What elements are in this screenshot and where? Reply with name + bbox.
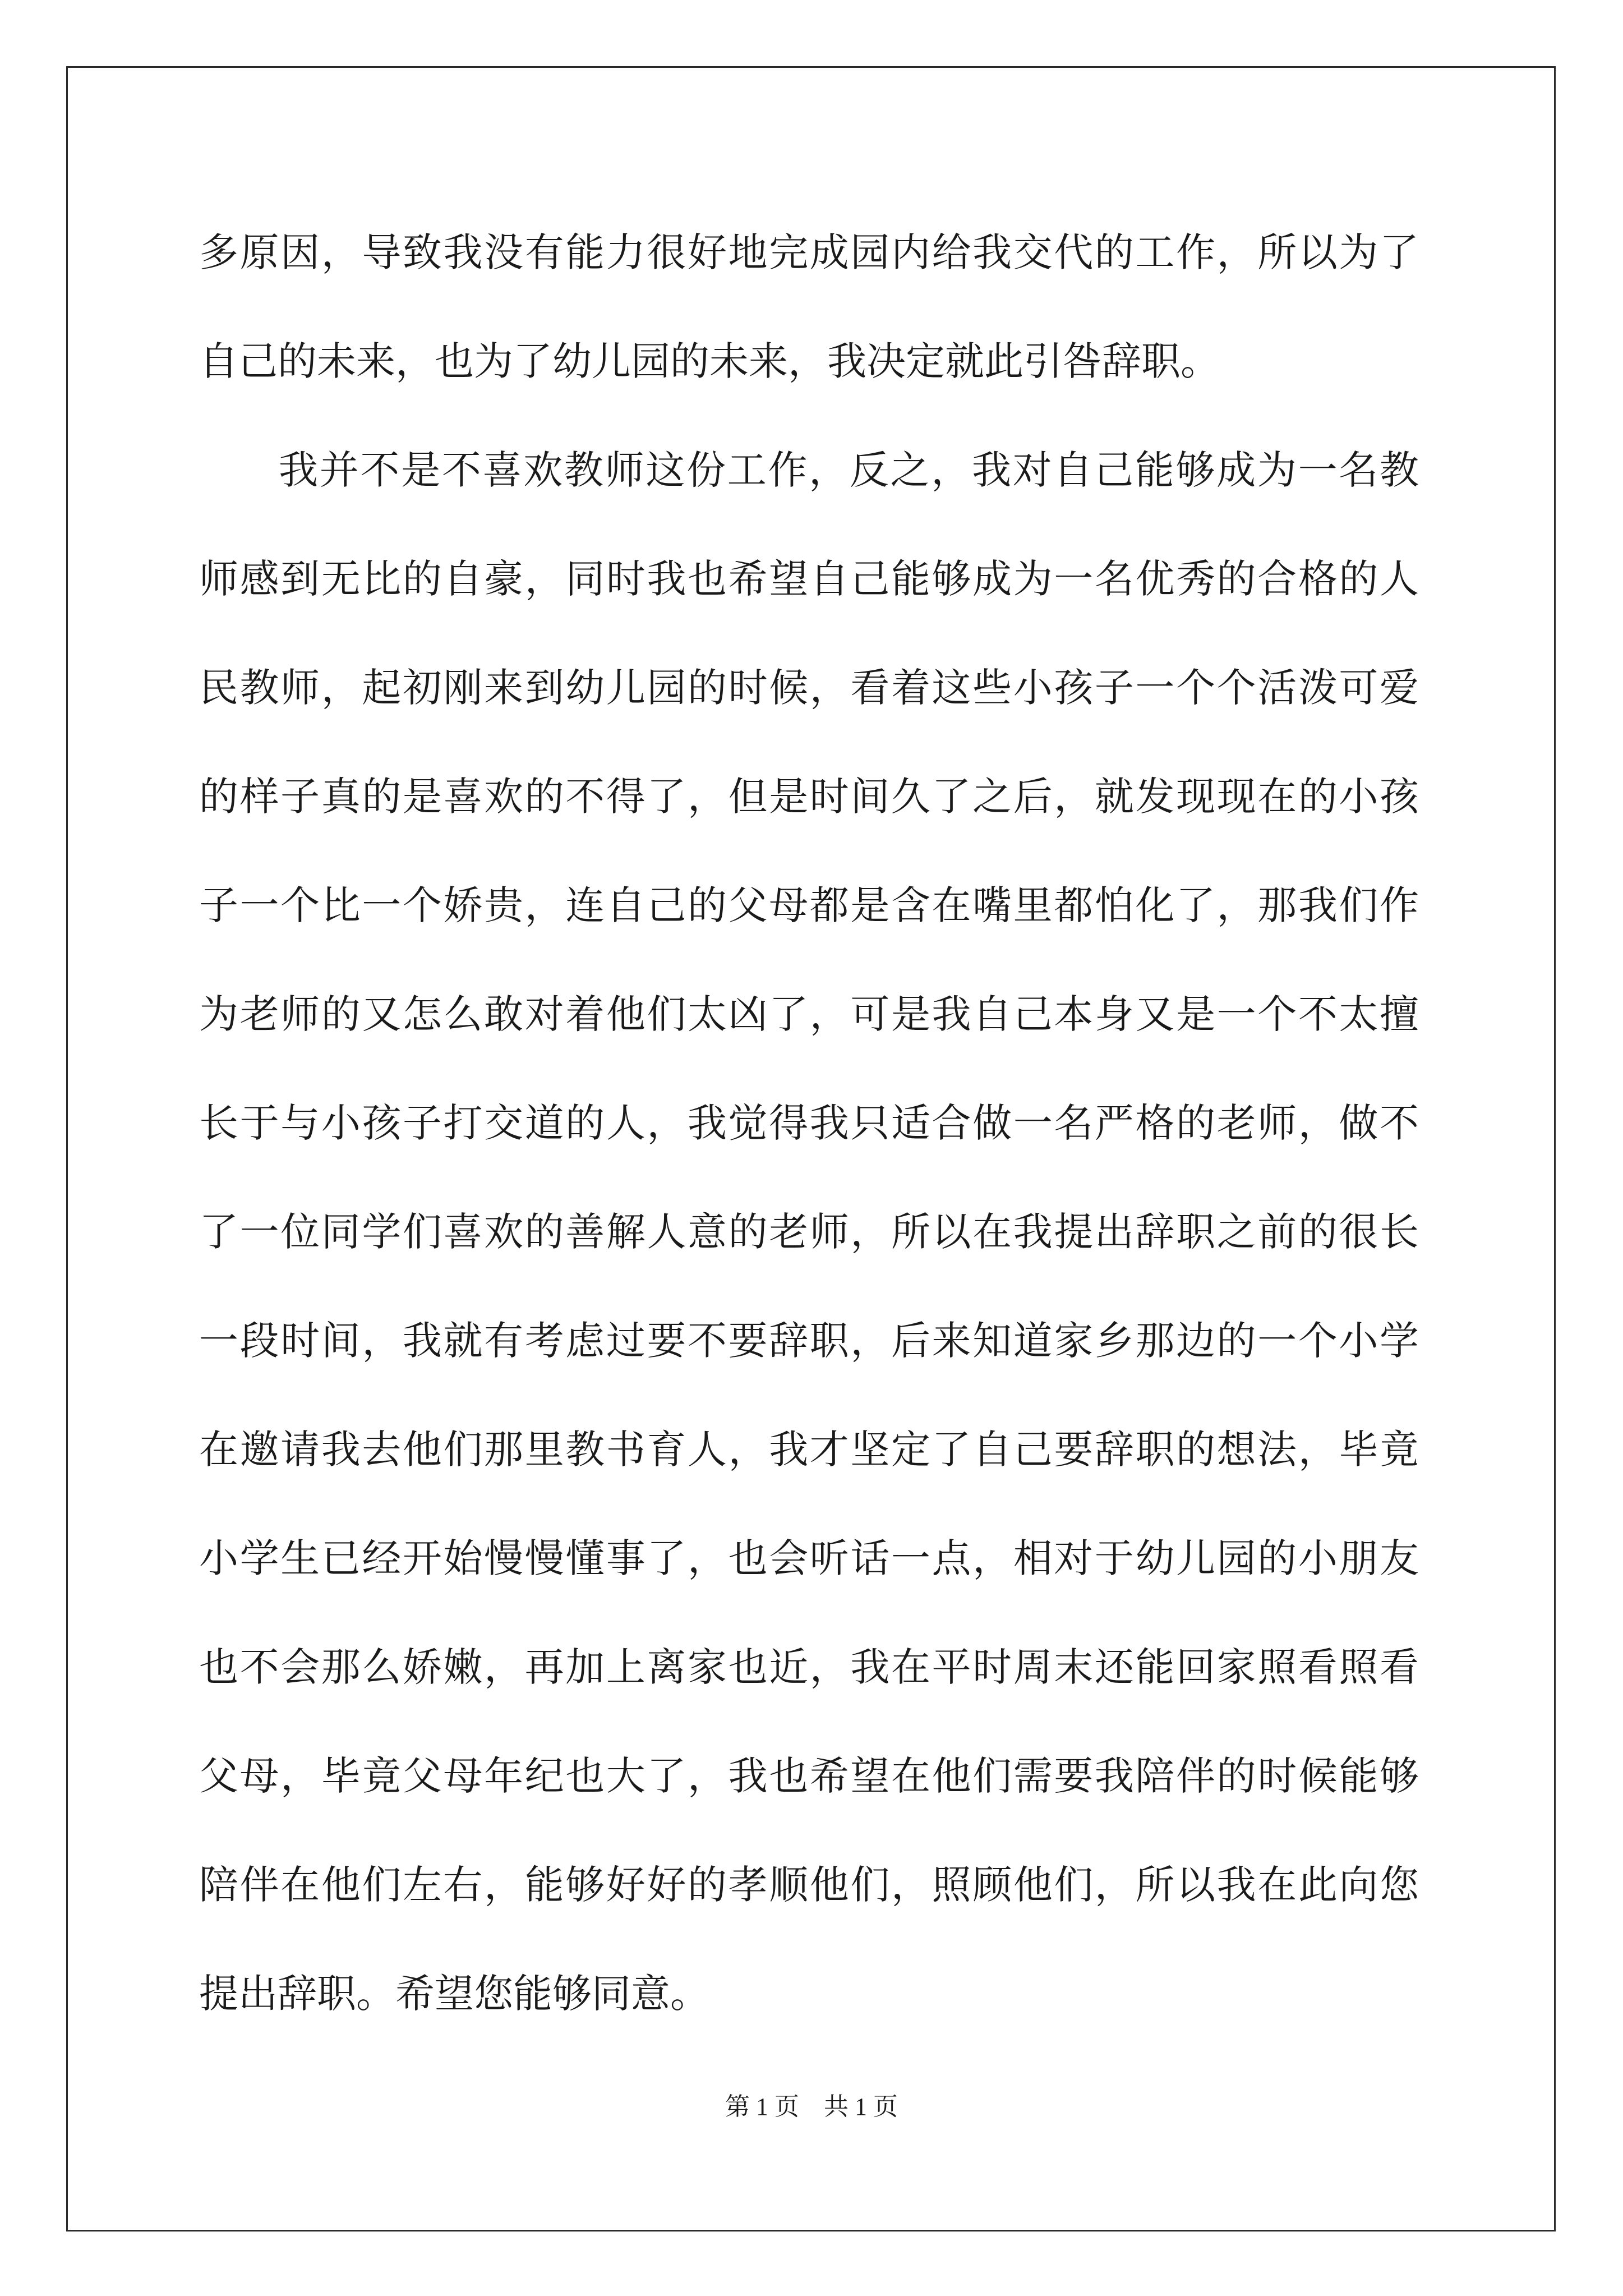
page-total: 共 1 页	[824, 2093, 898, 2120]
body-line-4: 师感到无比的自豪，同时我也希望自己能够成为一名优秀的合格的人	[199, 556, 1419, 602]
body-line-6: 的样子真的是喜欢的不得了，但是时间久了之后，就发现现在的小孩	[199, 774, 1419, 820]
body-line-1: 多原因，导致我没有能力很好地完成园内给我交代的工作，所以为了	[199, 229, 1419, 275]
page-footer	[0, 2090, 1623, 2124]
body-line-7: 子一个比一个娇贵，连自己的父母都是含在嘴里都怕化了，那我们作	[199, 882, 1419, 928]
body-line-15: 父母，毕竟父母年纪也大了，我也希望在他们需要我陪伴的时候能够	[199, 1753, 1419, 1799]
page-number: 第 1 页	[725, 2093, 799, 2120]
body-line-10: 了一位同学们喜欢的善解人意的老师，所以在我提出辞职之前的很长	[199, 1209, 1419, 1255]
body-line-8: 为老师的又怎么敢对着他们太凶了，可是我自己本身又是一个不太擅	[199, 991, 1419, 1037]
body-line-5: 民教师，起初刚来到幼儿园的时候，看着这些小孩子一个个活泼可爱	[199, 665, 1419, 711]
body-line-9: 长于与小孩子打交道的人，我觉得我只适合做一名严格的老师，做不	[199, 1100, 1419, 1146]
body-line-13: 小学生已经开始慢慢懂事了，也会听话一点，相对于幼儿园的小朋友	[199, 1535, 1419, 1581]
body-line-16: 陪伴在他们左右，能够好好的孝顺他们，照顾他们，所以我在此向您	[199, 1862, 1419, 1908]
body-line-14: 也不会那么娇嫩，再加上离家也近，我在平时周末还能回家照看照看	[199, 1644, 1419, 1690]
body-line-17: 提出辞职。希望您能够同意。	[199, 1971, 709, 2017]
body-line-12: 在邀请我去他们那里教书育人，我才坚定了自己要辞职的想法，毕竟	[199, 1427, 1419, 1473]
body-line-11: 一段时间，我就有考虑过要不要辞职，后来知道家乡那边的一个小学	[199, 1318, 1419, 1364]
body-line-2: 自己的未来，也为了幼儿园的未来，我决定就此引咎辞职。	[199, 338, 1220, 384]
body-line-3: 我并不是不喜欢教师这份工作，反之，我对自己能够成为一名教	[279, 447, 1419, 493]
